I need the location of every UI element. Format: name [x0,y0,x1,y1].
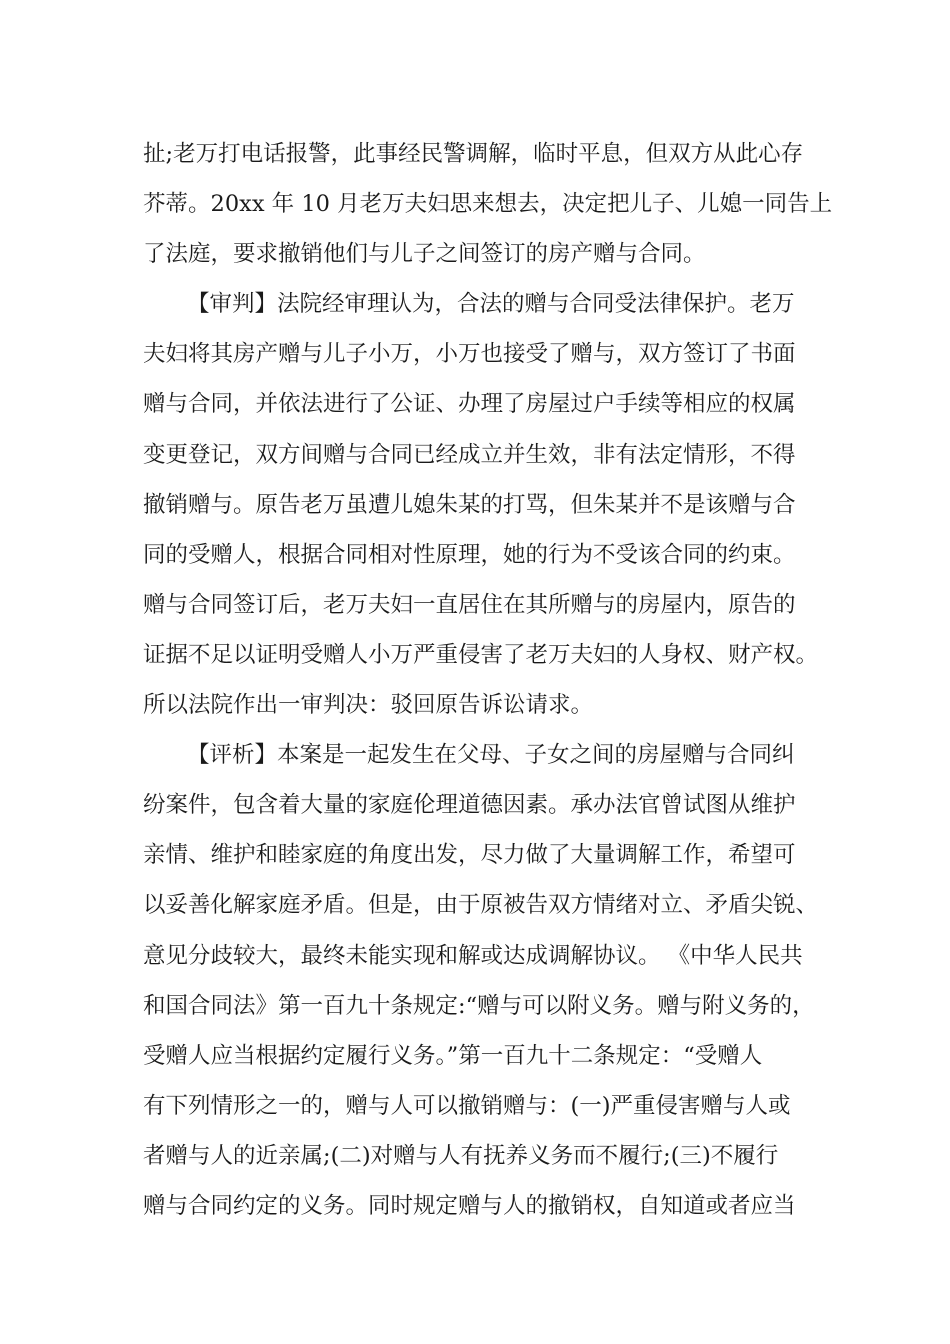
paragraph-analysis-start: 【评析】本案是一起发生在父母、子女之间的房屋赠与合同纠 [187,742,795,769]
body-text [143,129,833,1231]
text-line: 者赠与人的近亲属;(二)对赠与人有抚养义务而不履行;(三)不履行 [143,1142,779,1169]
text-line: 所以法院作出一审判决：驳回原告诉讼请求。 [143,692,594,719]
text-line: 和国合同法》第一百九十条规定:“赠与可以附义务。赠与附义务的， [143,992,815,1019]
text-line: 赠与合同约定的义务。同时规定赠与人的撤销权，自知道或者应当 [143,1192,796,1219]
text-line: 撤销赠与。原告老万虽遭儿媳朱某的打骂，但朱某并不是该赠与合 [143,491,796,518]
text-line: 变更登记，双方间赠与合同已经成立并生效，非有法定情形，不得 [143,441,796,468]
text-line: 有下列情形之一的，赠与人可以撤销赠与：(一)严重侵害赠与人或 [143,1092,791,1119]
paragraph-judgment-start: 【审判】法院经审理认为，合法的赠与合同受法律保护。老万 [187,291,795,318]
text-line: 以妥善化解家庭矛盾。但是，由于原被告双方情绪对立、矛盾尖锐、 [143,892,819,919]
text-line: 扯;老万打电话报警，此事经民警调解，临时平息，但双方从此心存 [143,141,804,167]
text-line: 芥蒂。20xx 年 10 月老万夫妇思来想去，决定把儿子、儿媳一同告上 [143,191,833,218]
text-line: 了法庭，要求撤销他们与儿子之间签订的房产赠与合同。 [143,241,706,268]
text-line: 亲情、维护和睦家庭的角度出发，尽力做了大量调解工作，希望可 [143,842,796,869]
text-line: 夫妇将其房产赠与儿子小万，小万也接受了赠与，双方签订了书面 [143,341,796,368]
text-line: 赠与合同签订后，老万夫妇一直居住在其所赠与的房屋内，原告的 [143,591,796,618]
text-line: 证据不足以证明受赠人小万严重侵害了老万夫妇的人身权、财产权。 [143,641,819,668]
text-line: 意见分歧较大，最终未能实现和解或达成调解协议。 《中华人民共 [143,942,803,969]
text-line: 赠与合同，并依法进行了公证、办理了房屋过户手续等相应的权属 [143,391,796,418]
text-line: 纷案件，包含着大量的家庭伦理道德因素。承办法官曾试图从维护 [143,792,796,819]
text-line: 同的受赠人，根据合同相对性原理，她的行为不受该合同的约束。 [143,541,796,568]
text-line: 受赠人应当根据约定履行义务。”第一百九十二条规定：“受赠人 [143,1042,763,1069]
